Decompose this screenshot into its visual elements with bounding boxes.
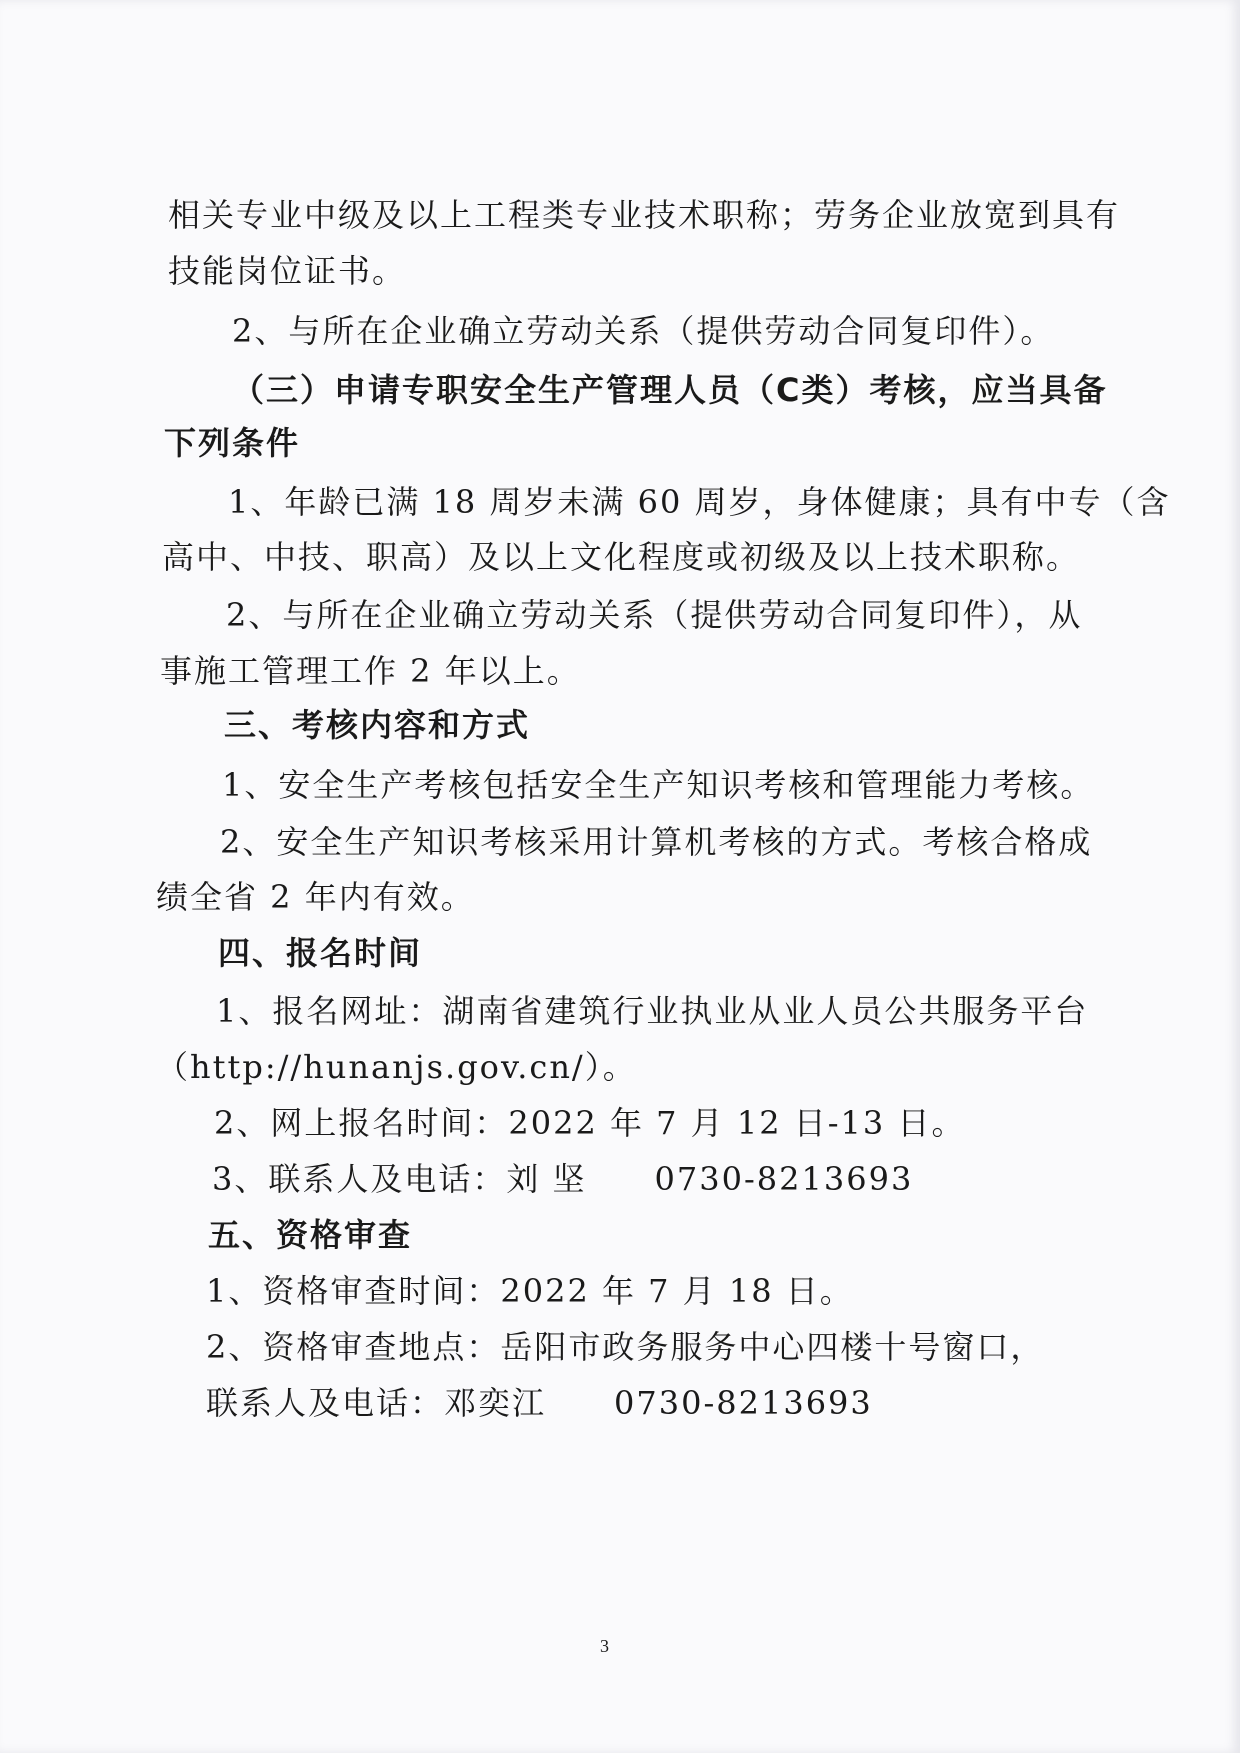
text-line: 2、与所在企业确立劳动关系（提供劳动合同复印件），从	[226, 596, 1083, 634]
text-line: 1、安全生产考核包括安全生产知识考核和管理能力考核。	[222, 766, 1095, 804]
section-heading: 下列条件	[164, 424, 301, 462]
section-heading: 三、考核内容和方式	[224, 706, 531, 744]
text-line: 2、资格审查地点：岳阳市政务服务中心四楼十号窗口，	[206, 1328, 1045, 1366]
text-line: 1、报名网址：湖南省建筑行业执业从业人员公共服务平台	[216, 992, 1089, 1030]
section-heading: 五、资格审查	[208, 1216, 413, 1254]
text-line: （http://hunanjs.gov.cn/）。	[156, 1048, 637, 1086]
text-line: 2、与所在企业确立劳动关系（提供劳动合同复印件）。	[232, 312, 1055, 350]
text-line: 1、年龄已满 18 周岁未满 60 周岁，身体健康；具有中专（含	[228, 483, 1171, 521]
text-line: 2、网上报名时间：2022 年 7 月 12 日-13 日。	[214, 1104, 966, 1142]
text-line: 高中、中技、职高）及以上文化程度或初级及以上技术职称。	[162, 538, 1081, 576]
text-line: 相关专业中级及以上工程类专业技术职称；劳务企业放宽到具有	[168, 196, 1121, 234]
text-line: 2、安全生产知识考核采用计算机考核的方式。考核合格成	[220, 823, 1093, 861]
section-heading: （三）申请专职安全生产管理人员（C类）考核，应当具备	[232, 371, 1108, 409]
text-line: 3、联系人及电话：刘 坚 0730-8213693	[212, 1160, 914, 1198]
text-line: 事施工管理工作 2 年以上。	[160, 652, 581, 690]
page-number: 3	[600, 1636, 609, 1656]
text-line: 绩全省 2 年内有效。	[156, 878, 475, 916]
text-line: 技能岗位证书。	[168, 252, 407, 290]
text-line: 联系人及电话：邓奕江 0730-8213693	[206, 1384, 873, 1422]
section-heading: 四、报名时间	[218, 934, 423, 972]
text-line: 1、资格审查时间：2022 年 7 月 18 日。	[206, 1272, 854, 1310]
